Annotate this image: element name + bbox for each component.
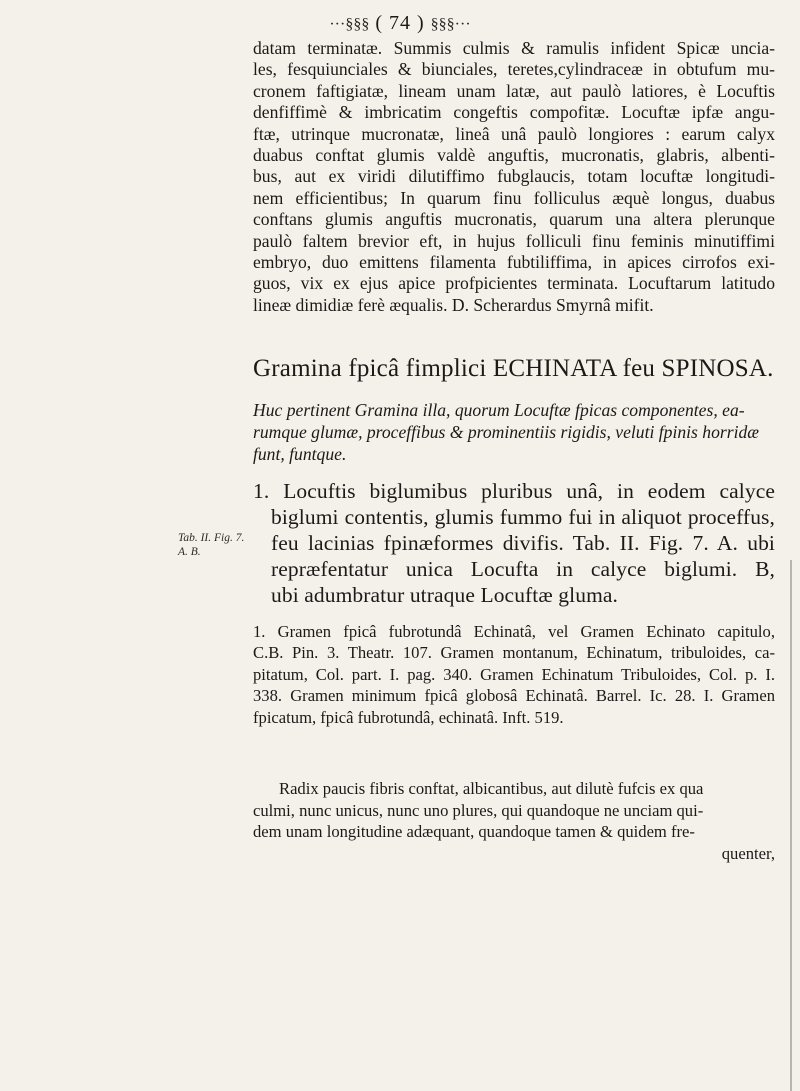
synonym-line: pitatum, Col. part. I. pag. 340. Gramen Echinatum Tribuloides, Col. p. I. bbox=[253, 664, 775, 684]
definition-line: feu lacinias fpinæformes divifis. Tab. II. Fig. 7. A. ubi bbox=[271, 531, 775, 555]
synonym-line: 1. Gramen fpicâ fubrotundâ Echinatâ, vel Gramen Echinato capitulo, bbox=[253, 622, 775, 641]
definition-line: biglumi contentis, glumis fummo fui in aliquot proceffus, bbox=[271, 505, 775, 529]
text-line: les, fesquiunciales & biunciales, teretes,cylindraceæ in obtufum mu- bbox=[253, 59, 775, 80]
synonym-line: 338. Gramen minimum fpicâ globosâ Echinatâ. Barrel. Ic. 28. I. Gramen bbox=[253, 686, 775, 706]
text-line: cronem faftigiatæ, lineam unam latæ, aut paulò latiores, è Locuftis bbox=[253, 80, 775, 101]
catchword: quenter, bbox=[721, 843, 775, 863]
radix-paragraph bbox=[253, 778, 775, 864]
radix-line: culmi, nunc unicus, nunc uno plures, qui quandoque ne unciam qui- bbox=[253, 800, 704, 820]
text-line: conftans glumis anguftis mucronatis, quarum una altera plerunque bbox=[253, 209, 775, 230]
intro-paragraph bbox=[253, 400, 775, 465]
margin-note-line: A. B. bbox=[178, 546, 201, 558]
intro-line: rumque glumæ, proceffibus & prominentiis rigidis, veluti fpinis horridæ bbox=[253, 421, 759, 442]
text-line: embryo, duo emittens filamenta fubtiliffima, in apices cirrofos exi- bbox=[253, 252, 775, 273]
section-title: Gramina fpicâ fimplici ECHINATA feu SPINOSA. bbox=[253, 355, 774, 382]
text-line: bus, aut ex viridi dilutiffimo fubglaucis, totam locuftæ longitudi- bbox=[253, 166, 775, 187]
synonyms-paragraph bbox=[253, 621, 775, 728]
margin-note bbox=[178, 531, 244, 559]
synonym-line: C.B. Pin. 3. Theatr. 107. Gramen montanum, Echinatum, tribuloides, ca- bbox=[253, 643, 775, 663]
species-definition bbox=[253, 478, 775, 608]
synonym-line: fpicatum, fpicâ fubrotundâ, echinatâ. Inft. 519. bbox=[253, 707, 564, 727]
text-line: nem efficientibus; In quarum finu folliculus æquè longus, duabus bbox=[253, 187, 775, 208]
radix-line: dem unam longitudine adæquant, quandoque tamen & quidem fre- bbox=[253, 822, 695, 842]
text-line: guos, vix ex ejus apice profpicientes terminata. Locuftarum latitudo bbox=[253, 273, 775, 294]
margin-note-line: Tab. II. Fig. 7. bbox=[178, 532, 245, 544]
definition-line: 1. Locuftis biglumibus pluribus unâ, in eodem calyce bbox=[253, 479, 775, 503]
text-line: ftæ, utrinque mucronatæ, lineâ unâ paulò longiores : earum calyx bbox=[253, 123, 775, 144]
header-ornament-right: §§§··· bbox=[430, 16, 471, 33]
text-line: datam terminatæ. Summis culmis & ramulis infident Spicæ uncia- bbox=[253, 38, 775, 58]
description-paragraph bbox=[253, 38, 775, 316]
radix-line: Radix paucis fibris conftat, albicantibus, aut dilutè fufcis ex qua bbox=[279, 779, 704, 798]
intro-line: Huc pertinent Gramina illa, quorum Locuftæ fpicas componentes, ea- bbox=[253, 400, 745, 420]
text-line: paulò faltem brevior eft, in hujus folliculi finu feminis minutiffimi bbox=[253, 230, 775, 251]
text-line: denfiffimè & imbricatim congeftis compofitæ. Locuftæ ipfæ angu- bbox=[253, 102, 775, 123]
text-line: lineæ dimidiæ ferè æqualis. D. Scherardus Smyrnâ mifit. bbox=[253, 294, 654, 315]
definition-line: repræfentatur unica Locufta in calyce biglumi. B, bbox=[271, 557, 775, 581]
header-ornament-left: ···§§§ bbox=[329, 16, 370, 33]
page-number: ( 74 ) bbox=[375, 12, 425, 34]
text-line: duabus conftat glumis valdè anguftis, mucronatis, glabris, albenti- bbox=[253, 145, 775, 166]
definition-line: ubi adumbratur utraque Locuftæ gluma. bbox=[271, 583, 619, 607]
intro-line: funt, funtque. bbox=[253, 443, 347, 464]
page-header bbox=[0, 12, 800, 35]
page-edge-shadow bbox=[790, 560, 792, 1091]
